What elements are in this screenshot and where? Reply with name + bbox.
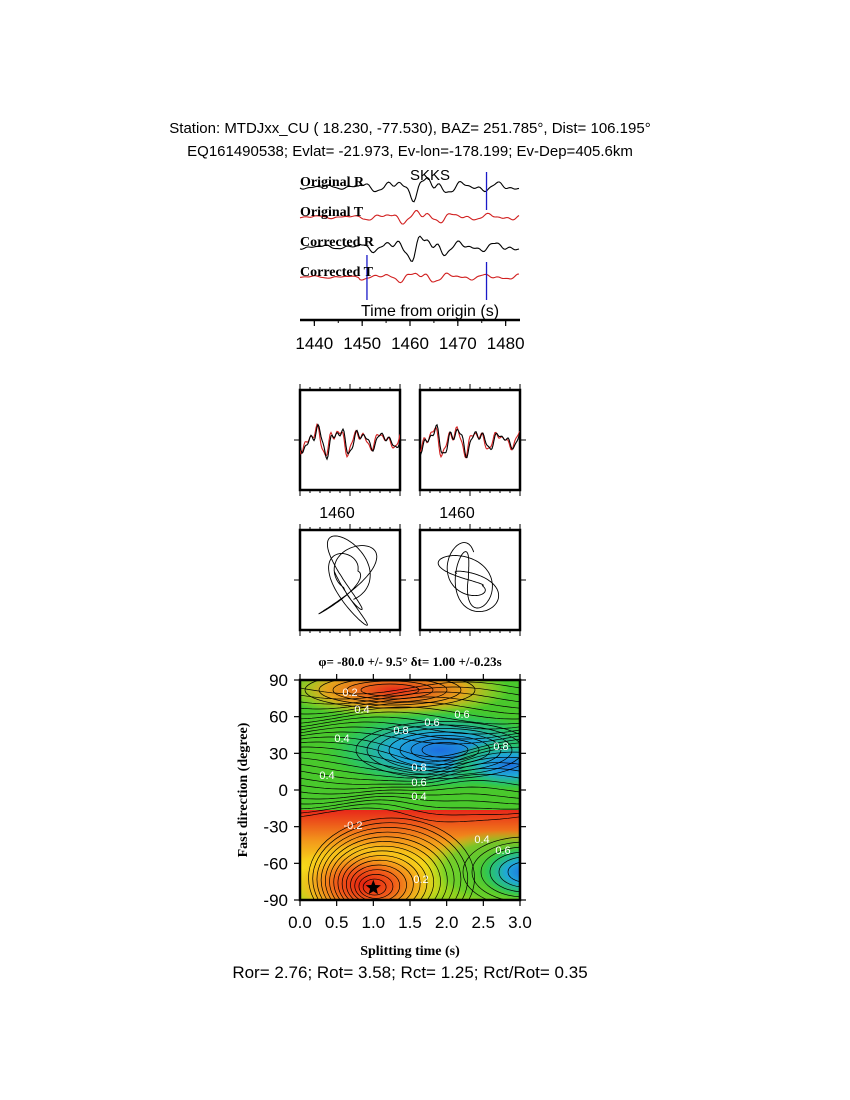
trace-axis-label: Time from origin (s) — [360, 303, 500, 320]
contour-y-tick-label--60: -60 — [263, 854, 288, 874]
event-info: EQ161490538; Evlat= -21.973, Ev-lon=-178.199; Ev-Dep=405.6km — [187, 143, 633, 160]
trace-axis-ticks — [295, 320, 524, 353]
trace-tick-label-1450: 1450 — [343, 334, 382, 353]
waveform-tick-label-left: 1460 — [319, 505, 355, 522]
contour-x-tick-label-1.5: 1.5 — [398, 913, 422, 932]
station-info: Station: MTDJxx_CU ( 18.230, -77.530), BAZ= 251.785°, Dist= 106.195° — [169, 120, 651, 137]
contour-value-label: 0.8 — [493, 741, 509, 753]
contour-value-label: 0.8 — [411, 762, 427, 774]
waveform-panel-corrected — [420, 390, 520, 490]
contour-value-label: 0.4 — [354, 704, 370, 716]
contour-value-label: 0.6 — [495, 845, 511, 857]
contour-y-tick-label-90: 90 — [269, 671, 288, 690]
particle-motion-original — [300, 530, 400, 630]
trace-tick-label-1440: 1440 — [295, 334, 334, 353]
contour-value-label: 0.2 — [342, 687, 358, 699]
waveform-line-1 — [300, 425, 400, 460]
contour-value-label: 0.4 — [319, 770, 335, 782]
trace-label-original-r: Original R — [300, 175, 365, 190]
trace-label-corrected-r: Corrected R — [300, 235, 374, 250]
contour-x-tick-label-3.0: 3.0 — [508, 913, 532, 932]
contour-value-label: 0.2 — [413, 874, 429, 886]
particle-motion-path — [438, 543, 498, 612]
contour-y-tick-label-30: 30 — [269, 744, 288, 764]
particle-motion-corrected — [420, 530, 520, 630]
contour-value-label: 0.4 — [334, 733, 350, 745]
contour-value-label: 0.6 — [424, 717, 440, 729]
waveform-tick-label-right: 1460 — [439, 505, 475, 522]
trace-tick-label-1470: 1470 — [438, 334, 477, 353]
phase-label: SKKS — [409, 167, 451, 184]
contour-y-tick-label--30: -30 — [263, 817, 288, 837]
contour-y-tick-label-60: 60 — [269, 707, 288, 727]
contour-x-tick-label-0.5: 0.5 — [324, 913, 349, 932]
contour-x-tick-label-2.0: 2.0 — [434, 913, 459, 932]
particle-motion-path — [319, 536, 377, 625]
splitting-ratio-summary: Ror= 2.76; Rot= 3.58; Rct= 1.25; Rct/Rot= 0.35 — [232, 963, 588, 982]
trace-label-corrected-t: Corrected T — [300, 265, 373, 280]
trace-label-original-t: Original T — [300, 205, 364, 220]
contour-y-tick-label-0: 0 — [278, 781, 288, 800]
contour-y-tick-label--90: -90 — [263, 891, 288, 910]
contour-value-label: 0.6 — [454, 709, 470, 721]
energy-contour-plot — [280, 662, 590, 938]
contour-x-tick-label-0.0: 0.0 — [288, 913, 312, 932]
contour-value-label: -0.2 — [343, 820, 363, 832]
contour-value-label: 0.4 — [411, 791, 427, 803]
waveform-line-1 — [420, 425, 520, 458]
waveform-panel-original — [300, 390, 400, 490]
contour-value-label: 0.4 — [474, 834, 490, 846]
contour-x-tick-label-2.5: 2.5 — [471, 913, 496, 932]
contour-value-label: 0.6 — [411, 777, 427, 789]
contour-x-label: Splitting time (s) — [360, 944, 460, 959]
contour-value-label: 0.8 — [393, 725, 409, 737]
trace-tick-label-1460: 1460 — [391, 334, 429, 353]
trace-tick-label-1480: 1480 — [486, 334, 525, 353]
contour-y-label: Fast direction (degree) — [236, 722, 251, 858]
contour-x-tick-label-1.0: 1.0 — [361, 913, 386, 932]
contour-title: φ= -80.0 +/- 9.5° δt= 1.00 +/-0.23s — [318, 654, 502, 669]
